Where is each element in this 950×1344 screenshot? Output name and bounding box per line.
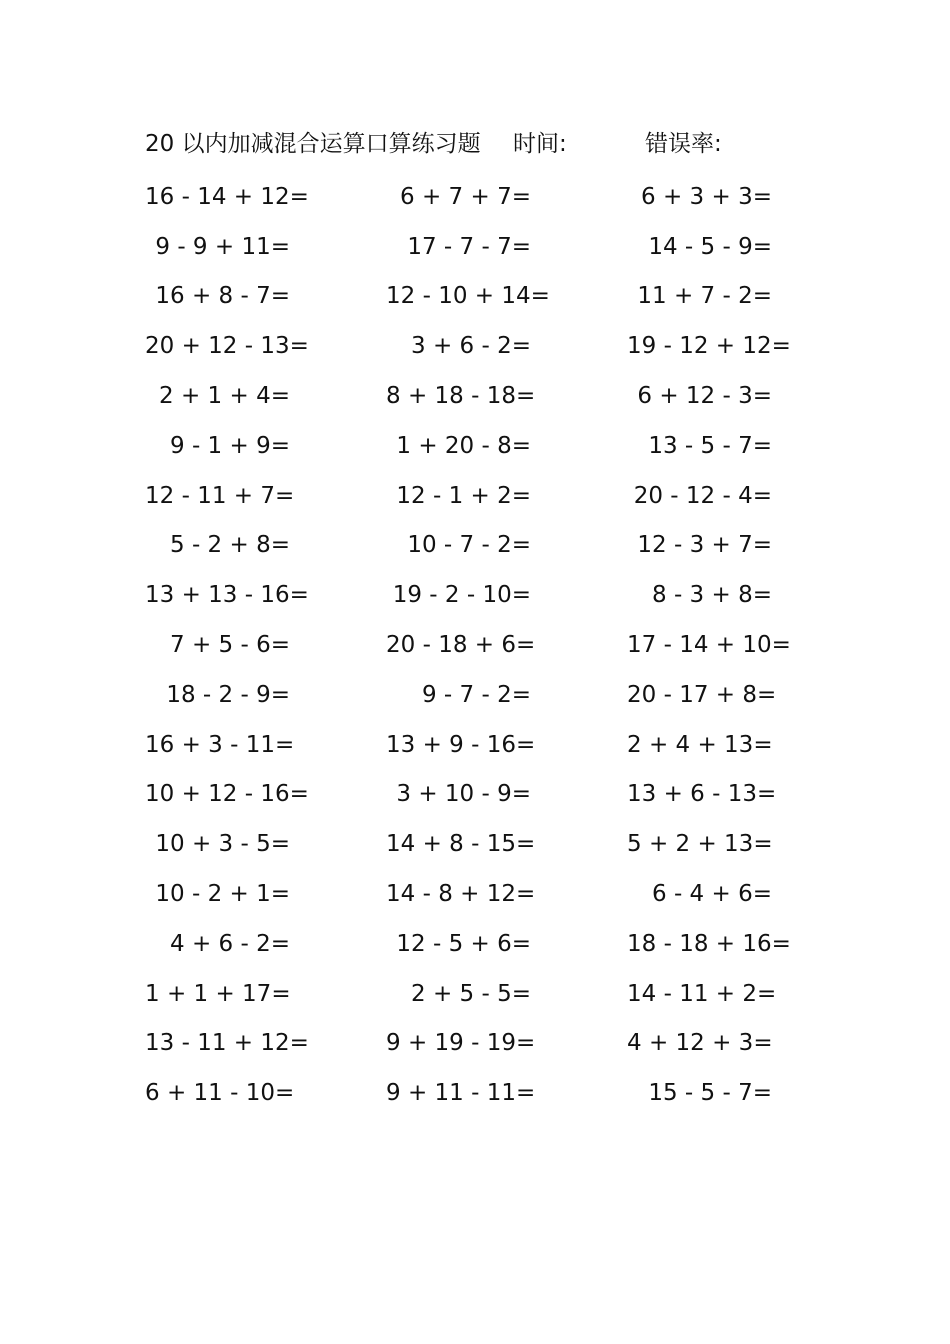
problem-item: 10 - 2 + 1=	[155, 881, 290, 908]
problem-row	[145, 819, 785, 869]
problem-item: 17 - 14 + 10=	[627, 632, 791, 659]
problem-item: 9 + 19 - 19=	[386, 1030, 536, 1057]
problem-item: 12 - 5 + 6=	[396, 930, 531, 957]
problem-item: 17 - 7 - 7=	[407, 233, 531, 260]
problem-item: 9 + 11 - 11=	[386, 1080, 536, 1107]
problem-row	[145, 321, 791, 371]
problem-row	[145, 670, 785, 720]
problem-item: 1 + 20 - 8=	[396, 432, 531, 459]
problem-item: 8 - 3 + 8=	[652, 582, 772, 609]
problem-item: 16 - 14 + 12=	[145, 183, 309, 210]
error-rate-label: 错误率:	[645, 131, 722, 157]
problem-item: 9 - 7 - 2=	[421, 681, 531, 708]
problem-item: 13 + 6 - 13=	[627, 781, 777, 808]
problem-grid	[145, 172, 791, 1118]
problem-row	[145, 172, 785, 222]
problem-item: 13 + 13 - 16=	[145, 582, 309, 609]
problem-item: 18 - 18 + 16=	[627, 930, 791, 957]
problem-row	[145, 1068, 785, 1118]
problem-item: 15 - 5 - 7=	[648, 1080, 772, 1107]
problem-row	[145, 770, 785, 820]
problem-item: 16 + 3 - 11=	[145, 731, 295, 758]
problem-item: 12 - 11 + 7=	[145, 482, 295, 509]
problem-item: 20 - 17 + 8=	[627, 681, 777, 708]
problem-item: 20 - 12 - 4=	[633, 482, 772, 509]
problem-item: 10 + 12 - 16=	[145, 781, 309, 808]
problem-item: 2 + 4 + 13=	[627, 731, 773, 758]
problem-row	[145, 869, 785, 919]
problem-item: 3 + 10 - 9=	[396, 781, 531, 808]
problem-item: 5 + 2 + 13=	[627, 831, 773, 858]
problem-item: 10 + 3 - 5=	[155, 831, 290, 858]
problem-item: 6 + 11 - 10=	[145, 1080, 295, 1107]
problem-item: 6 + 3 + 3=	[641, 183, 772, 210]
problem-row	[145, 969, 785, 1019]
problem-item: 3 + 6 - 2=	[411, 333, 531, 360]
page-title: 20 以内加减混合运算口算练习题	[145, 131, 481, 157]
problem-item: 2 + 1 + 4=	[159, 383, 290, 410]
problem-item: 4 + 6 - 2=	[170, 930, 290, 957]
problem-row	[145, 620, 791, 670]
problem-row	[145, 570, 785, 620]
problem-item: 6 + 7 + 7=	[400, 183, 531, 210]
problem-item: 13 - 5 - 7=	[648, 432, 772, 459]
time-label: 时间:	[513, 131, 567, 157]
problem-item: 2 + 5 - 5=	[411, 980, 531, 1007]
problem-row	[145, 421, 785, 471]
problem-item: 14 - 5 - 9=	[648, 233, 772, 260]
problem-item: 14 - 11 + 2=	[627, 980, 777, 1007]
problem-item: 10 - 7 - 2=	[407, 532, 531, 559]
problem-item: 13 - 11 + 12=	[145, 1030, 309, 1057]
problem-item: 16 + 8 - 7=	[155, 283, 290, 310]
problem-row	[145, 919, 791, 969]
problem-item: 12 - 3 + 7=	[637, 532, 772, 559]
problem-item: 6 + 12 - 3=	[637, 383, 772, 410]
worksheet-header	[145, 124, 805, 164]
problem-item: 19 - 2 - 10=	[392, 582, 531, 609]
problem-row	[145, 222, 785, 272]
problem-row	[145, 1019, 785, 1069]
problem-item: 1 + 1 + 17=	[145, 980, 291, 1007]
problem-item: 9 - 1 + 9=	[170, 432, 290, 459]
problem-item: 8 + 18 - 18=	[386, 383, 536, 410]
problem-row	[145, 471, 785, 521]
problem-item: 19 - 12 + 12=	[627, 333, 791, 360]
problem-item: 18 - 2 - 9=	[166, 681, 290, 708]
problem-item: 13 + 9 - 16=	[386, 731, 536, 758]
problem-row	[145, 720, 785, 770]
problem-item: 11 + 7 - 2=	[637, 283, 772, 310]
problem-item: 20 + 12 - 13=	[145, 333, 309, 360]
problem-row	[145, 371, 785, 421]
problem-item: 7 + 5 - 6=	[170, 632, 290, 659]
problem-item: 9 - 9 + 11=	[155, 233, 290, 260]
problem-item: 5 - 2 + 8=	[170, 532, 290, 559]
problem-item: 12 - 1 + 2=	[396, 482, 531, 509]
problem-item: 14 - 8 + 12=	[386, 881, 536, 908]
problem-item: 4 + 12 + 3=	[627, 1030, 773, 1057]
problem-item: 12 - 10 + 14=	[386, 283, 550, 310]
problem-item: 14 + 8 - 15=	[386, 831, 536, 858]
problem-row	[145, 521, 785, 571]
problem-item: 20 - 18 + 6=	[386, 632, 536, 659]
problem-item: 6 - 4 + 6=	[652, 881, 772, 908]
problem-row	[145, 272, 785, 322]
